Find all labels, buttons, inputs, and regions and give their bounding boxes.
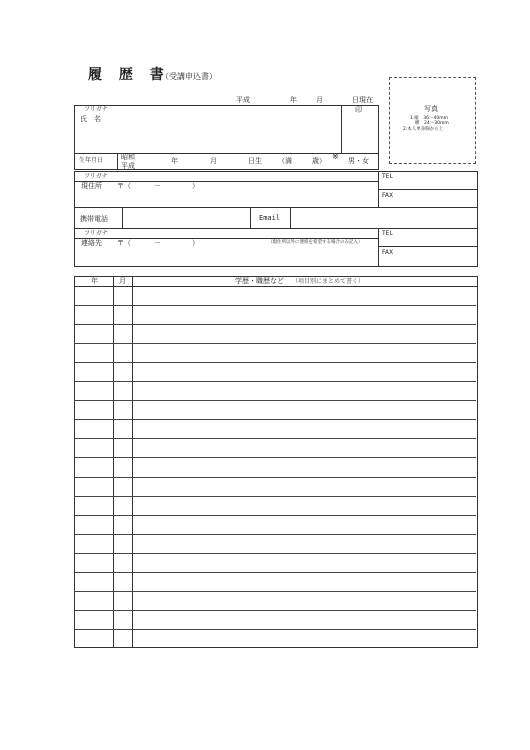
history-col-month: 月 — [119, 277, 126, 285]
history-col-detail-note: （項目別にまとめて書く） — [292, 278, 365, 285]
date-month-label: 月 — [316, 96, 323, 104]
address-fax-label: FAX — [382, 192, 394, 199]
photo-instruction-3: 2.本人単身胸から上 — [403, 127, 444, 132]
history-row[interactable] — [133, 458, 477, 476]
date-year-label: 年 — [290, 96, 297, 104]
history-row[interactable] — [133, 592, 477, 610]
photo-title: 写真 — [424, 105, 438, 113]
address-furigana-label: フリガナ — [84, 173, 108, 180]
contact-postal-open: 〒（ — [117, 239, 131, 247]
birth-era-showa[interactable]: 昭和 — [121, 153, 135, 161]
history-row[interactable] — [133, 401, 477, 419]
address-label: 現住所 — [81, 182, 102, 190]
photo-instruction-2: 横 24～30mm — [415, 121, 449, 126]
history-row[interactable] — [133, 478, 477, 496]
address-postal-dash: － — [154, 182, 161, 190]
age-close-label: 歳） — [312, 157, 326, 165]
history-row[interactable] — [133, 344, 477, 362]
sex-selector[interactable]: 男・女 — [348, 157, 369, 165]
history-row[interactable] — [133, 325, 477, 343]
history-row[interactable] — [133, 382, 477, 400]
contact-fax-label: FAX — [382, 249, 394, 256]
history-row[interactable] — [133, 306, 477, 324]
contact-furigana-label: フリガナ — [84, 230, 108, 237]
email-field[interactable] — [292, 209, 476, 226]
mobile-label: 携帯電話 — [80, 215, 108, 223]
birth-month-label: 月 — [210, 157, 217, 165]
birth-era-heisei[interactable]: 平成 — [121, 162, 135, 170]
history-row[interactable] — [133, 516, 477, 534]
note-mark: ※ — [332, 152, 339, 161]
history-row[interactable] — [133, 420, 477, 438]
address-field[interactable] — [80, 190, 376, 205]
contact-field[interactable] — [80, 248, 376, 265]
contact-note: （現住所以外に連絡を希望する場合のみ記入） — [268, 240, 363, 245]
contact-label: 連絡先 — [81, 239, 102, 247]
history-row[interactable] — [133, 497, 477, 515]
address-postal-open: 〒（ — [117, 182, 131, 190]
seal-label: 印 — [355, 106, 362, 114]
birth-day-label: 日生 — [248, 157, 262, 165]
history-row[interactable] — [133, 554, 477, 572]
history-row[interactable] — [133, 630, 477, 648]
history-row[interactable] — [133, 287, 477, 305]
photo-instruction-1: 1.縦 36～40mm — [410, 116, 449, 121]
name-label: 氏 名 — [80, 115, 101, 123]
history-row[interactable] — [133, 535, 477, 553]
contact-postal-dash: － — [154, 239, 161, 247]
page-subtitle: （受講申込書） — [161, 72, 217, 81]
history-row[interactable] — [133, 611, 477, 629]
history-col-year: 年 — [91, 277, 98, 285]
history-col-detail: 学歴・職歴など — [235, 277, 284, 285]
mobile-field[interactable] — [124, 209, 248, 226]
age-open-label: （満 — [278, 157, 292, 165]
address-tel-label: TEL — [382, 173, 393, 180]
history-row[interactable] — [133, 363, 477, 381]
name-furigana-label: フリガナ — [84, 106, 108, 113]
history-row[interactable] — [133, 439, 477, 457]
email-label: Email — [259, 214, 281, 222]
name-field[interactable] — [80, 112, 340, 152]
birth-year-label: 年 — [171, 157, 178, 165]
date-era-label: 平成 — [236, 96, 250, 104]
date-as-of-label: 日現在 — [352, 96, 373, 104]
address-postal-close: ） — [192, 182, 199, 190]
page-title: 履 歴 書 — [88, 67, 170, 83]
contact-tel-label: TEL — [382, 230, 393, 237]
history-row[interactable] — [133, 573, 477, 591]
birthdate-label: 生年月日 — [79, 157, 104, 164]
contact-postal-close: ） — [192, 239, 199, 247]
